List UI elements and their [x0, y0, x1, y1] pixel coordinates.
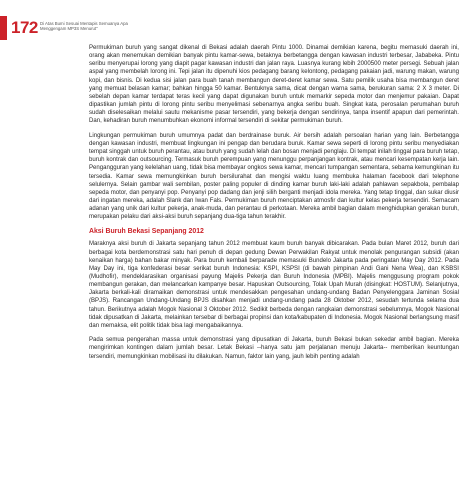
- page-edge-bar: [0, 16, 7, 40]
- paragraph-1: Permukiman buruh yang sangat dikenal di Bekasi adalah daerah Pintu 1000. Dinamai demikian karena, begitu memasuki daerah ini, orang akan menemukan demikian banyak pintu kamar-sewa, betaknya berbetangga dengan kawasan industri terbesar, Jababeka. Pintu seribu menyerupai lorong yang diapit pagar kawasan industri dan jalan raya. Luasnya kurang lebih 2000500 meter persegi. Sebuah jalan aspal yang membelah lorong ini. Tepi jalan itu dipenuhi kios pedagang barang kelontong, pedagang pakaian jadi, warung makan, warung kopi, dan bisnis. Di kedua sisi jalan para buah tanah membangun deret-deret kamar sewa. Satu pemilik usaha bisa membangun deret yang memuat belasan kamar; bahkan hingga 50 kamar. Bentuknya sama, dicat dengan warna sama, berukuran sama: 2 X 3 meter. Di sebelah depan kamar terdapat teras kecil yang dapat digunakan buruh untuk memarkir sepeda motor dan menjemur pakaian. Dapat dipastikan jumlah pintu di lorong pintu seribu menyelimasi sebenarnya angka seribu buah. Singkat kata, perosalan perumahan buruh sudah diselesaikan melalui sautu mekanisme pasar tersendiri, yang bekerja dengan sendirinya, tanpa insentif apapun dari pemerintah. Dan, kehadiran buruh menumbuhkan ekonomi informal tersendiri di sekitar permukiman buruh.: [89, 45, 459, 125]
- running-title-line-2: Menggengam MP3S Menurut": [40, 26, 98, 32]
- page-number: 172: [11, 18, 38, 37]
- paragraph-2: Lingkungan permukiman buruh umumnya padat dan berdrainase buruk. Air bersih adalah persoalan harian yang lain. Berbetangga dengan kawasan industri, membuat lingkungan ini pengap dan berudara buruk. Kamar sewa seperti di lorong pintu seribu menyediakan tempat singgah untuk buruh perantau, atau buruh yang sudah lelah dan bosan menjadi penglaju. Di tempat inilah tinggal para buruh tetap, buruh kontrak dan outsourcing. Termasuk buruh perempuan yang menunggu perpanjangan kontrak, atau mencari kesempatan kerja lain. Pengangguran yang kelelahan uang, tidak bisa membayar ongkos sewa kamar, mencari tumpangan sementara, sebama kemungkinan itu tersedia. Kamar sewa memungkinkan buruh bersilurahat dan mengisi waktu luang membuka halaman facebook dari telephone selulernya. Selain gambar wali sembilan, poster paling populer di dinding kamar buruh laki-laki adalah pahlawan sepakbola, pembalap sepeda motor, dan penyanyi pop. Penyanyi pop dadang dan jenji silih berganti menjadi idola mereka. Yang tetap tinggal, dan sukar diusir dari ingatan mereka, adalah Slank dan Iwan Fals. Permukiman buruh menciptakan atmosfir dan kultur kelas pekerja tersendiri. Semacam adanan yang unik dari kultur pekerja, anak-muda, dan perantau di perkotaan. Mereka ambil bagian dalam menghidupkan gerakan buruh, merupakan pelaku dari aksi-aksi buruh sepanjang dua-tiga tahun terakhir.: [89, 132, 459, 221]
- section-heading: Aksi Buruh Bekasi Sepanjang 2012: [89, 227, 204, 235]
- running-header: [40, 21, 160, 32]
- page-body: [89, 44, 459, 367]
- paragraph-3: Maraknya aksi buruh di Jakarta sepanjang tahun 2012 membuat kaum buruh banyak dibicarakan. Pada bulan Maret 2012, buruh dari berbagai kota berdemonstrasi satu hari penuh di depan gedung Dewan Perwakilan Rakyat untuk menolak pengurangan subsidi (akan kenaikan harga) bahan bakar minyak. Para buruh kembali berparade memasuki Bundelo Jakarta pada peringatan May Day 2012. Pada May Day ini, tiga konfederasi besar serikat buruh Indonesia: KSPI, KSPSI (di bawah pimpinan Andi Gani Nena Wea), dan KSBSI (Mudhofir), mendeklarasikan organisasi payung Majelis Pekerja dan Buruh Indonesia (MPBI). Majelis menggusung program pokok membangun gerakan, dan melancarkan kampanye besar. Hapuskan Outsourcing, Tolak Upah Murah (disingkat: HOSTUM). Selanjutnya, Jakarta berkali-kali diramaikan demonstrasi untuk mendesakkan pengesahan undang-undang Badan Penyelenggara Jaminan Sosial (BPJS). Rancangan Undang-Undang BPJS disahkan menjadi undang-undang pada 28 Oktober 2012, sesudah tertunda selama dua tahun. Berikutnya adalah Mogok Nasional 3 Oktober 2012. Sedikit berbeda dengan rangkaian demonstrasi sebelumnya, Mogok Nasional tidak dipusatkan di Jakarta, melainkan tersebar di berbagai propinsi dan kota/kabupaten di Indonesia. Mogok Nasional berlangsung masif dan memaksa, elit politik tidak bisa lagi mengabaikannya.: [89, 241, 459, 329]
- paragraph-4: Pada semua pengerahan massa untuk demonstrasi yang dipusatkan di Jakarta, buruh Bekasi bukan sekedar ambil bagian. Mereka mengirimkan kontingen dalam jumlah besar. Letak Bekasi --hanya satu jam perjalanan menuju Jakarta-- memberikan keuntungan tersendiri, memungkinkan mobilisasi itu dilakukan. Namun, faktor lain yang, jauh lebih penting adalah: [89, 337, 459, 360]
- running-title-line-1: Di Atas Bumi Sesuai Mentapis Semuanya Apa: [40, 21, 128, 26]
